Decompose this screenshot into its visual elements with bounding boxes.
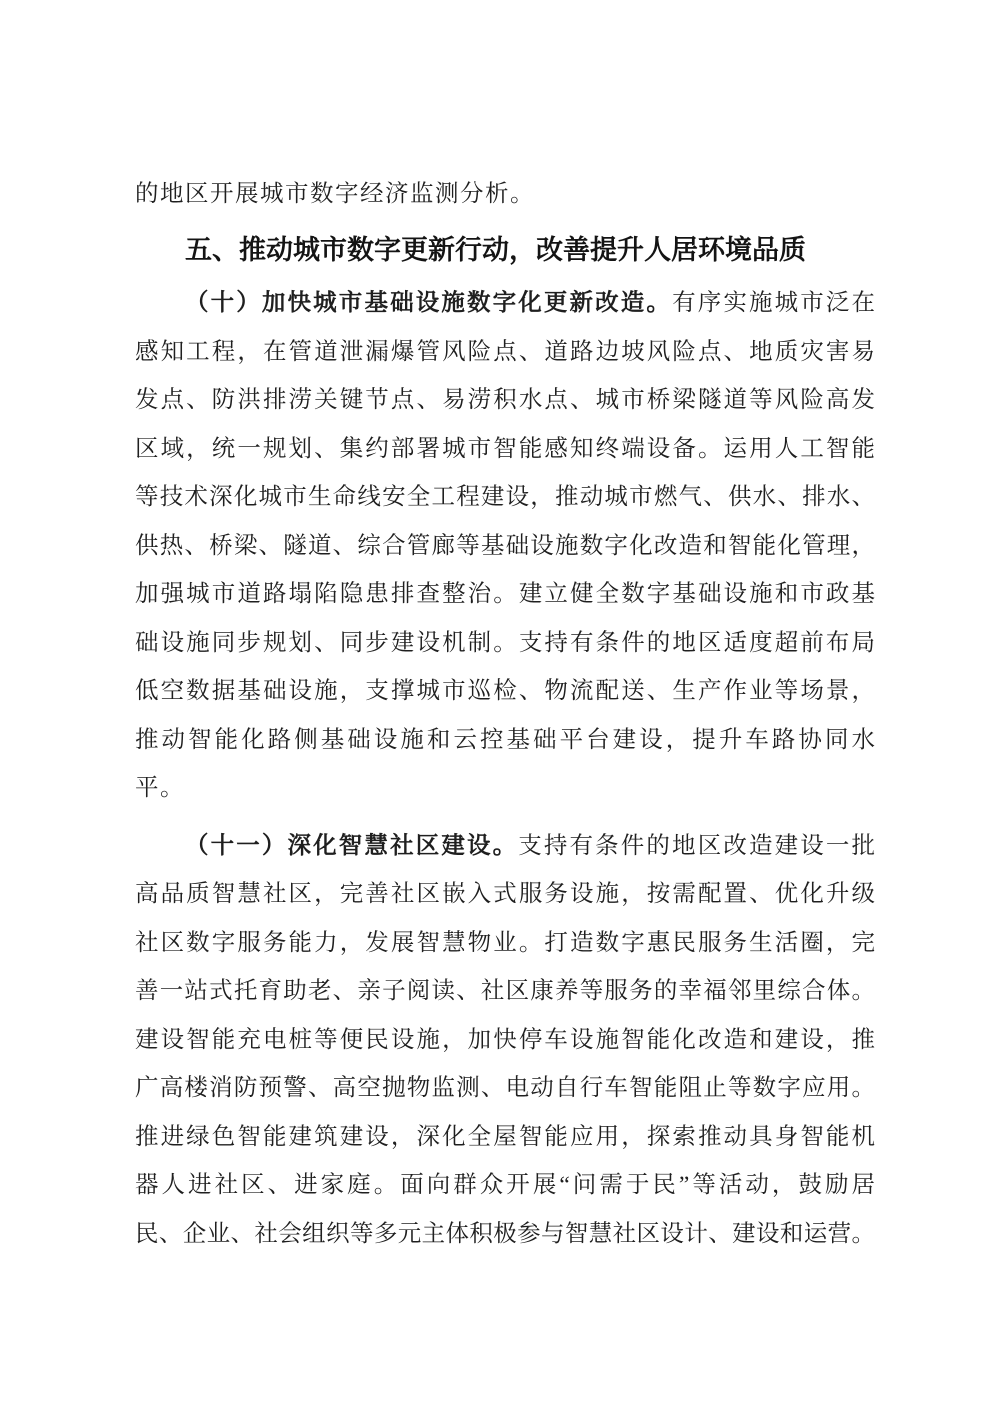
- text-line: [135, 822, 875, 871]
- clause-lead: （十一）深化智慧社区建设。: [185, 832, 519, 859]
- text-line: 感知工程，在管道泄漏爆管风险点、道路边坡风险点、地质灾害易: [135, 338, 875, 365]
- text-line: 的地区开展城市数字经济监测分析。: [135, 181, 535, 207]
- text-line: 民、企业、社会组织等多元主体积极参与智慧社区设计、建设和运营。: [135, 1220, 875, 1247]
- clause-text: 有序实施城市泛在: [672, 290, 875, 316]
- text-line: 器人进社区、进家庭。面向群众开展“问需于民”等活动，鼓励居: [135, 1172, 875, 1198]
- text-line: 社区数字服务能力，发展智慧物业。打造数字惠民服务生活圈，完: [135, 929, 875, 956]
- text-line: 供热、桥梁、隧道、综合管廊等基础设施数字化改造和智能化管理，: [135, 532, 875, 559]
- text-line: 低空数据基础设施，支撑城市巡检、物流配送、生产作业等场景，: [135, 678, 875, 704]
- text-line: 等技术深化城市生命线安全工程建设，推动城市燃气、供水、排水、: [135, 484, 875, 510]
- text-line: 推动智能化路侧基础设施和云控基础平台建设，提升车路协同水: [135, 726, 875, 753]
- text-line: 广高楼消防预警、高空抛物监测、电动自行车智能阻止等数字应用。: [135, 1075, 875, 1101]
- section-heading: 五、推动城市数字更新行动，改善提升人居环境品质: [185, 234, 806, 265]
- clause-text: 支持有条件的地区改造建设一批: [518, 832, 875, 859]
- text-line: [135, 279, 875, 328]
- text-line: 础设施同步规划、同步建设机制。支持有条件的地区适度超前布局: [135, 629, 875, 656]
- text-line: 善一站式托育助老、亲子阅读、社区康养等服务的幸福邻里综合体。: [135, 978, 875, 1004]
- text-line: 发点、防洪排涝关键节点、易涝积水点、城市桥梁隧道等风险高发: [135, 387, 875, 413]
- clause-lead: （十）加快城市基础设施数字化更新改造。: [185, 290, 673, 316]
- text-line: 推进绿色智能建筑建设，深化全屋智能应用，探索推动具身智能机: [135, 1123, 875, 1150]
- text-line: 平。: [135, 775, 185, 801]
- text-line: 建设智能充电桩等便民设施，加快停车设施智能化改造和建设，推: [135, 1026, 875, 1053]
- document-body: [135, 170, 875, 1258]
- text-line: 加强城市道路塌陷隐患排查整治。建立健全数字基础设施和市政基: [135, 581, 875, 607]
- text-line: 区域，统一规划、集约部署城市智能感知终端设备。运用人工智能: [135, 435, 875, 462]
- text-line: 高品质智慧社区，完善社区嵌入式服务设施，按需配置、优化升级: [135, 881, 875, 907]
